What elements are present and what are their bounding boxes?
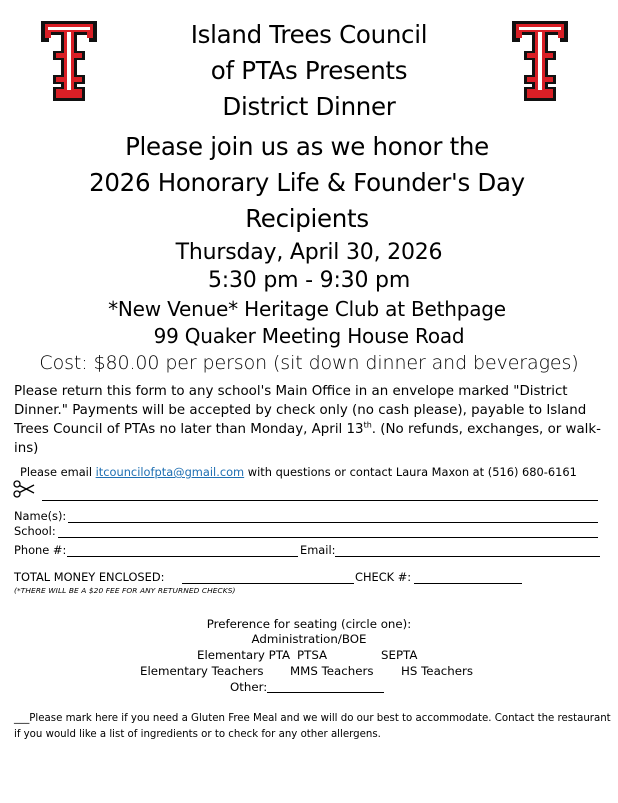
event-date: Thursday, April 30, 2026 — [175, 240, 443, 265]
seating-other-field[interactable] — [267, 692, 384, 693]
contact-suffix: with questions or contact Laura Maxon at (516) 680-6161 — [244, 465, 577, 479]
honor-line-2: 2026 Honorary Life & Founder's Day — [89, 168, 525, 197]
event-venue: *New Venue* Heritage Club at Bethpage — [108, 297, 506, 321]
names-label: Name(s): — [14, 509, 67, 523]
title-line-1: Island Trees Council — [190, 20, 428, 49]
total-money-field[interactable] — [182, 583, 354, 584]
gluten-free-note — [14, 711, 614, 743]
seating-option-septa[interactable]: SEPTA — [381, 648, 418, 662]
event-cost: Cost: $80.00 per person (sit down dinner and beverages) — [39, 352, 579, 374]
school-label: School: — [14, 524, 56, 538]
honor-line-3: Recipients — [245, 204, 369, 233]
instructions-sup: th — [363, 420, 372, 430]
contact-line — [20, 465, 577, 479]
instructions-paragraph — [14, 382, 609, 458]
instructions-text-end: . (No refunds, exchanges, or walk-ins) — [14, 422, 601, 456]
email-field[interactable] — [335, 556, 600, 557]
instructions-text: Please return this form to any school's Main Office in an envelope marked "District Dinner." Payments will be accepted by check only (no cash please), payable to Island Trees Council of PTAs no later than Monday, April 13 — [14, 384, 587, 437]
seating-option-admin[interactable]: Administration/BOE — [251, 632, 367, 646]
returned-check-note: (*THERE WILL BE A $20 FEE FOR ANY RETURNED CHECKS) — [14, 586, 236, 595]
seating-option-elem-teachers[interactable]: Elementary Teachers — [140, 664, 264, 678]
check-number-field[interactable] — [414, 583, 522, 584]
event-address: 99 Quaker Meeting House Road — [153, 324, 465, 348]
total-money-label: TOTAL MONEY ENCLOSED: — [14, 570, 165, 584]
names-field[interactable] — [68, 522, 598, 523]
seating-option-elem-pta[interactable]: Elementary PTA — [197, 648, 291, 662]
scissors-icon — [13, 480, 35, 498]
title-line-3: District Dinner — [222, 92, 396, 121]
seating-option-hs-teachers[interactable]: HS Teachers — [401, 664, 474, 678]
title-line-2: of PTAs Presents — [210, 56, 408, 85]
contact-email-link[interactable]: itcouncilofpta@gmail.com — [95, 465, 245, 479]
event-time: 5:30 pm - 9:30 pm — [207, 268, 411, 293]
contact-prefix: Please email — [20, 465, 96, 479]
gluten-free-text: Please mark here if you need a Gluten Free Meal and we will do our best to accommodate. Contact the restaurant if you would like a list of ingredients or to check for any other allergens. — [14, 713, 611, 740]
seating-option-mms-teachers[interactable]: MMS Teachers — [290, 664, 374, 678]
phone-field[interactable] — [67, 556, 298, 557]
honor-line-1: Please join us as we honor the — [125, 132, 489, 161]
email-label: Email: — [300, 543, 336, 557]
seating-other-label: Other: — [230, 680, 268, 694]
cut-line — [42, 500, 598, 501]
seating-title: Preference for seating (circle one): — [206, 617, 412, 631]
school-field[interactable] — [58, 537, 598, 538]
check-number-label: CHECK #: — [355, 570, 412, 584]
seating-option-ptsa[interactable]: PTSA — [297, 648, 328, 662]
phone-label: Phone #: — [14, 543, 67, 557]
gluten-free-checkbox[interactable]: ___ — [14, 713, 30, 724]
